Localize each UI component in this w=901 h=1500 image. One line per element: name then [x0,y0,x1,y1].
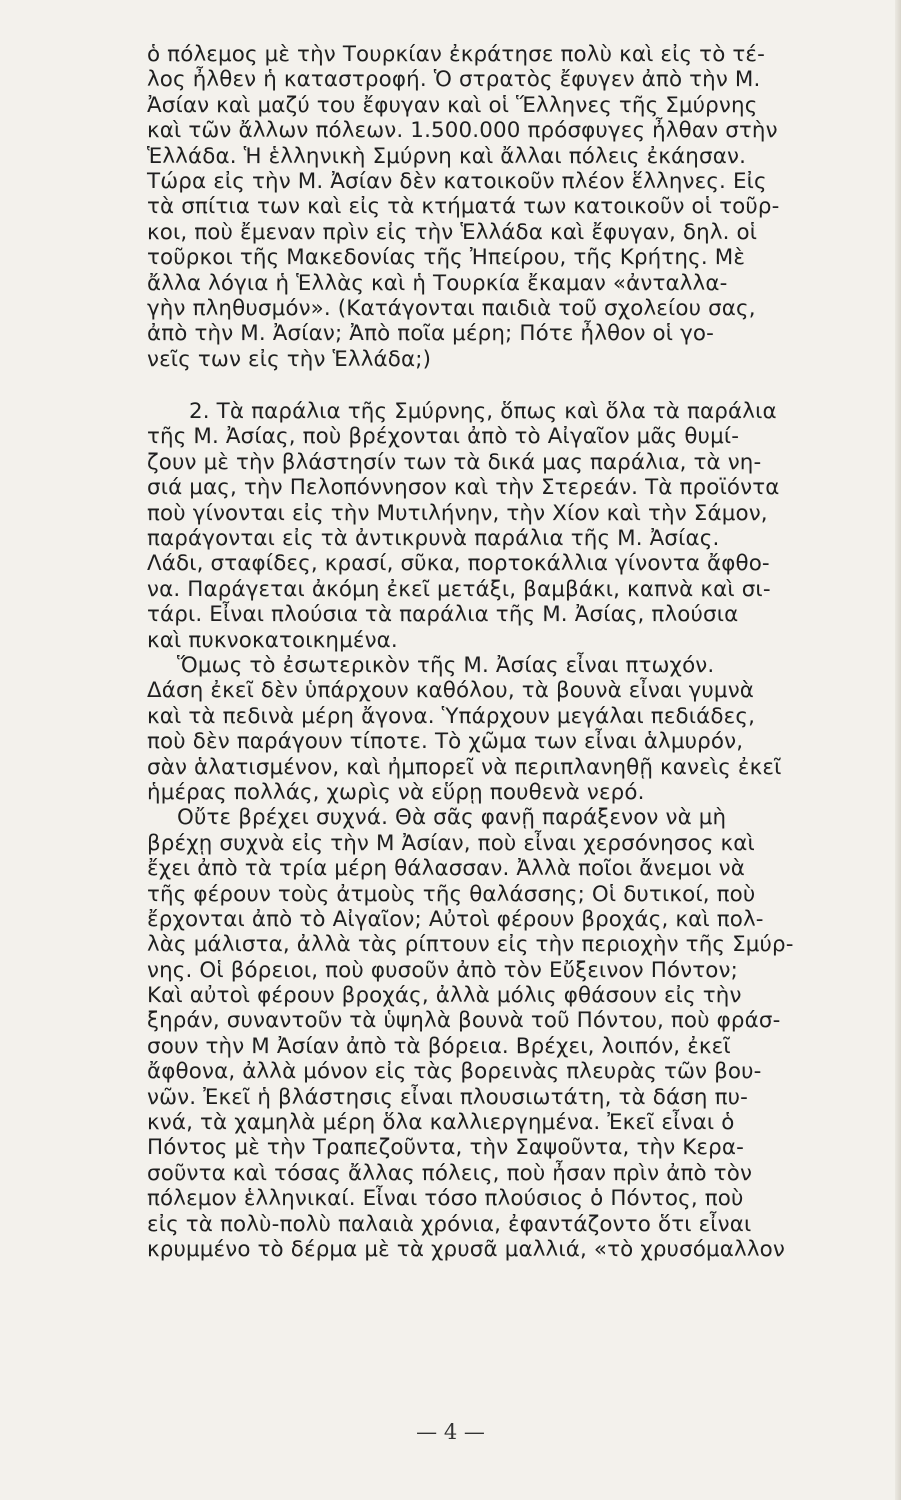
text-line: Ὅμως τὸ ἐσωτερικὸν τῆς Μ. Ἀσίας εἶναι πτωχόν. [177,652,715,678]
text-line: να. Παράγεται ἀκόμη ἐκεῖ μετάξι, βαμβάκι, καπνὰ καὶ σι- [147,576,771,602]
text-line: καὶ τῶν ἄλλων πόλεων. 1.500.000 πρόσφυγες ἦλθαν στὴν [147,118,778,144]
text-line: ἀπὸ τὴν Μ. Ἀσίαν; Ἀπὸ ποῖα μέρη; Πότε ἦλθον οἱ γο- [147,321,715,347]
text-line: ἄλλα λόγια ἡ Ἑλλὰς καὶ ἡ Τουρκία ἔκαμαν «ἀνταλλα- [147,270,728,296]
text-line: σουν τὴν Μ Ἀσίαν ἀπὸ τὰ βόρεια. Βρέχει, λοιπόν, ἐκεῖ [147,1033,731,1059]
text-line: νης. Οἱ βόρειοι, ποὺ φυσοῦν ἀπὸ τὸν Εὔξεινον Πόντον; [147,957,738,983]
text-line: ζουν μὲ τὴν βλάστησίν των τὰ δικά μας παράλια, τὰ νη- [147,449,762,475]
text-line: πόλεμον ἑλληνικαί. Εἶναι τόσο πλούσιος ὁ Πόντος, ποὺ [147,1186,744,1212]
page-edge-shadow [895,0,901,1500]
text-line: Καὶ αὐτοὶ φέρουν βροχάς, ἀλλὰ μόλις φθάσουν εἰς τὴν [147,983,742,1009]
text-line: εἰς τὰ πολὺ-πολὺ παλαιὰ χρόνια, ἐφαντάζοντο ὅτι εἶναι [147,1211,752,1237]
paragraph-2 [147,399,882,653]
text-line: γὴν πληθυσμόν». (Κατάγονται παιδιὰ τοῦ σχολείου σας, [147,295,756,321]
text-line: σιά μας, τὴν Πελοπόννησον καὶ τὴν Στερεάν. Τὰ προϊόντα [147,475,780,501]
text-line: Ἑλλάδα. Ἡ ἑλληνικὴ Σμύρνη καὶ ἄλλαι πόλεις ἐκάησαν. [147,143,747,169]
text-line: κοι, ποὺ ἔμεναν πρὶν εἰς τὴν Ἑλλάδα καὶ ἔφυγαν, δηλ. οἱ [147,219,758,245]
text-line: καὶ τὰ πεδινὰ μέρη ἄγονα. Ὑπάρχουν μεγάλαι πεδιάδες, [147,703,756,729]
text-line: λος ἦλθεν ἡ καταστροφή. Ὁ στρατὸς ἔφυγεν ἀπὸ τὴν Μ. [147,67,761,93]
text-line: ἔρχονται ἀπὸ τὸ Αἰγαῖον; Αὐτοὶ φέρουν βροχάς, καὶ πολ- [147,906,764,932]
text-line: ἡμέρας πολλάς, χωρὶς νὰ εὕρῃ πουθενὰ νερό. [147,779,645,805]
text-line: ἄφθονα, ἀλλὰ μόνον εἰς τὰς βορεινὰς πλευρὰς τῶν βου- [147,1059,762,1085]
text-line: Πόντος μὲ τὴν Τραπεζοῦντα, τὴν Σαψοῦντα, τὴν Κερα- [147,1135,744,1161]
text-line: σὰν ἁλατισμένον, καὶ ἠμπορεῖ νὰ περιπλανηθῇ κανεὶς ἐκεῖ [147,754,782,780]
text-line: καὶ πυκνοκατοικημένα. [147,627,398,653]
page-text [147,42,882,1262]
text-line: κρυμμένο τὸ δέρμα μὲ τὰ χρυσᾶ μαλλιά, «τὸ χρυσόμαλλον [147,1236,785,1262]
text-line: 2. Τὰ παράλια τῆς Σμύρνης, ὅπως καὶ ὅλα τὰ παράλια [189,399,777,425]
text-line: τὰ σπίτια των καὶ εἰς τὰ κτήματά των κατοικοῦν οἱ τοῦρ- [147,194,780,220]
paragraph-1 [147,42,882,372]
text-line: κνά, τὰ χαμηλὰ μέρη ὅλα καλλιεργημένα. Ἐκεῖ εἶναι ὁ [147,1110,735,1136]
text-line: νεῖς των εἰς τὴν Ἑλλάδα;) [147,346,432,372]
text-line: ξηράν, συναντοῦν τὰ ὑψηλὰ βουνὰ τοῦ Πόντου, ποὺ φράσ- [147,1008,781,1034]
text-line: Ἀσίαν καὶ μαζύ του ἔφυγαν καὶ οἱ Ἕλληνες τῆς Σμύρνης [147,92,758,118]
text-line: τάρι. Εἶναι πλούσια τὰ παράλια τῆς Μ. Ἀσίας, πλούσια [147,602,739,628]
text-line: βρέχῃ συχνὰ εἰς τὴν Μ Ἀσίαν, ποὺ εἶναι χερσόνησος καὶ [147,830,755,856]
text-line: τῆς φέρουν τοὺς ἀτμοὺς τῆς θαλάσσης; Οἱ δυτικοί, ποὺ [147,881,756,907]
page-number: — 4 — [416,1420,485,1444]
text-line: λὰς μάλιστα, ἀλλὰ τὰς ρίπτουν εἰς τὴν περιοχὴν τῆς Σμύρ- [147,932,794,958]
text-line: νῶν. Ἐκεῖ ἡ βλάστησις εἶναι πλουσιωτάτη, τὰ δάση πυ- [147,1084,748,1110]
text-line: παράγονται εἰς τὰ ἀντικρυνὰ παράλια τῆς Μ. Ἀσίας. [147,526,720,552]
text-line: Δάση ἐκεῖ δὲν ὑπάρχουν καθόλου, τὰ βουνὰ εἶναι γυμνὰ [147,678,755,704]
text-line: σοῦντα καὶ τόσας ἄλλας πόλεις, ποὺ ἦσαν πρὶν ἀπὸ τὸν [147,1160,753,1186]
text-line: Οὔτε βρέχει συχνά. Θὰ σᾶς φανῇ παράξενον νὰ μὴ [177,805,727,831]
paragraph-4 [147,805,882,1262]
text-line: Τώρα εἰς τὴν Μ. Ἀσίαν δὲν κατοικοῦν πλέον ἕλληνες. Εἰς [147,168,767,194]
text-line: ὁ πόλεμος μὲ τὴν Τουρκίαν ἐκράτησε πολὺ καὶ εἰς τὸ τέ- [147,42,766,67]
text-line: τῆς Μ. Ἀσίας, ποὺ βρέχονται ἀπὸ τὸ Αἰγαῖον μᾶς θυμί- [147,424,740,450]
text-line: τοῦρκοι τῆς Μακεδονίας τῆς Ἠπείρου, τῆς Κρήτης. Μὲ [147,245,746,271]
paragraph-gap [147,372,882,399]
paragraph-3 [147,653,882,805]
text-line: ποὺ γίνονται εἰς τὴν Μυτιλήνην, τὴν Χίον καὶ τὴν Σάμον, [147,500,768,526]
text-line: ποὺ δὲν παράγουν τίποτε. Τὸ χῶμα των εἶναι ἁλμυρόν, [147,729,744,755]
text-line: ἔχει ἀπὸ τὰ τρία μέρη θάλασσαν. Ἀλλὰ ποῖοι ἄνεμοι νὰ [147,856,745,882]
text-line: Λάδι, σταφίδες, κρασί, σῦκα, πορτοκάλλια γίνοντα ἄφθο- [147,551,770,577]
